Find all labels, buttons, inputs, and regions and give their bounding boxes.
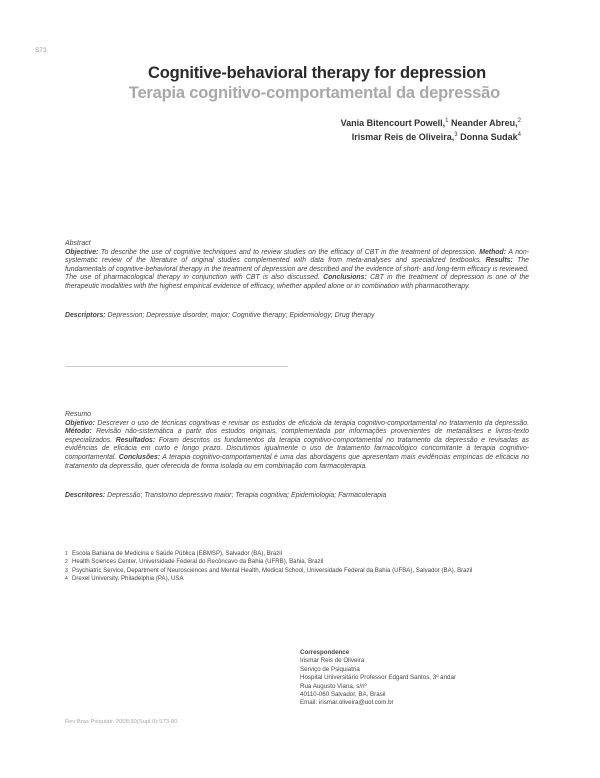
author-name: Neander Abreu, [450, 118, 518, 128]
abstract-heading: Abstract [65, 240, 91, 247]
page-number: S73 [35, 47, 47, 54]
affiliation-text: Escola Bahiana de Medicina e Saúde Pública (EBMSP), Salvador (BA), Brazil [72, 550, 282, 557]
resumo-method-label: Método: [65, 428, 92, 436]
resumo-results-label: Resultados: [115, 436, 156, 444]
abstract-method-label: Method: [479, 248, 507, 256]
affiliation-item [65, 567, 535, 575]
resumo [65, 411, 529, 471]
affiliation-number: 1 [65, 551, 68, 557]
descritores-label: Descritores: [65, 492, 106, 499]
affiliation-number: 4 [65, 576, 68, 583]
author-affiliation-mark: 2 [517, 118, 521, 124]
correspondence-line: Irismar Reis de Oliveira [300, 657, 365, 665]
abstract-descriptors [65, 312, 374, 319]
correspondence-line: 40110-060 Salvador, BA, Brasil [300, 691, 386, 699]
author-affiliation-mark: 4 [517, 132, 521, 138]
affiliation-text: Drexel University, Philadelphia (PA), USA [72, 575, 184, 583]
abstract-objective-label: Objective: [65, 248, 99, 256]
author-name: Vania Bitencourt Powell, [340, 118, 446, 128]
resumo-heading: Resumo [65, 411, 92, 418]
correspondence-line: Serviço de Psiquiatria [300, 665, 360, 673]
affiliation-number: 3 [65, 567, 68, 574]
author-affiliation-mark: 3 [454, 132, 458, 138]
resumo-descriptors [65, 492, 386, 499]
abstract-conclusions: CBT in the treatment of depression is one of the therapeutic modalities with the highest empirical evidence of efficacy, whether applied alone or in combination with pharmacotherapy. [65, 274, 529, 290]
resumo-conclusions: A terapia cognitivo-comportamental é uma das abordagens que apresentam mais evidências empíricas de eficácia no tratamento da depressão, quer oferecida de forma isolada ou em combinação com farmacoterapia. [65, 453, 529, 470]
correspondence [300, 649, 456, 708]
abstract-results-label: Results: [485, 257, 513, 265]
descritores-text: Depressão; Transtorno depressivo maior; Terapia cognitiva; Epidemiologia; Farmacoterapia [105, 492, 387, 499]
correspondence-line: Hospital Universitário Professor Edgard Santos, 3º andar [300, 674, 456, 682]
affiliation-number: 2 [65, 559, 68, 566]
author-affiliation-mark: 1 [445, 118, 449, 124]
author-name: Irismar Reis de Oliveira, [351, 132, 455, 142]
resumo-results: Foram descritos os fundamentos da terapia cognitivo-comportamental no tratamento da depressão e revisadas as evidências de eficácia em curto e longo prazo. Discutimos igualmente o uso de tratamento farmacológico concomitante à terapia cognitivo-comportamental. [65, 436, 530, 461]
affiliations [65, 550, 535, 584]
descriptors-text: Depression; Depressive disorder, major; Cognitive therapy; Epidemiology; Drug therapy [105, 312, 375, 319]
abstract [65, 240, 529, 292]
abstract-results: The fundamentals of cognitive-behavioral therapy in the treatment of depression are described and the evidence of short- and long-term efficacy is reviewed. The use of pharmacological therapy in conjunction with CBT is also discussed. [65, 257, 529, 282]
correspondence-heading: Correspondence [300, 649, 350, 656]
section-divider [65, 366, 288, 367]
resumo-body [65, 420, 529, 472]
authors-line-2 [0, 132, 521, 142]
affiliation-text: Psychiatric Service, Department of Neurosciences and Mental Health, Medical School, Universidade Federal da Bahia (UFBA), Salvador (BA), Brazil [72, 566, 473, 574]
resumo-objective-label: Objetivo: [65, 419, 95, 427]
correspondence-email: Email: irismar.oliveira@uol.com.br [300, 699, 394, 707]
affiliation-item [65, 558, 535, 566]
affiliation-item [65, 575, 535, 583]
author-name: Donna Sudak [460, 132, 518, 142]
resumo-objective: Descrever o uso de técnicas cognitivas e revisar os estudos de eficácia da terapia cognitivo-comportamental no tratamento da depressão. [94, 419, 529, 427]
title-portuguese: Terapia cognitivo-comportamental da depressão [128, 84, 500, 102]
descriptors-label: Descriptors: [65, 312, 106, 319]
affiliation-text: Health Sciences Center, Universidade Federal do Recôncavo da Bahia (UFRB), Bahia, Brazil [72, 558, 324, 566]
abstract-conclusions-label: Conclusions: [323, 274, 367, 282]
abstract-objective: To describe the use of cognitive techniques and to review studies on the efficacy of CBT in the treatment of depression. [98, 248, 477, 256]
journal-citation-footer: Rev Bras Psiquiatr. 2008;30(Supl II):S73-80 [65, 719, 178, 725]
resumo-conclusions-label: Conclusões: [118, 453, 161, 461]
title-english: Cognitive-behavioral therapy for depression [148, 64, 486, 82]
affiliation-item [65, 550, 535, 558]
abstract-method: A non-systematic review of the literature of original studies complemented with data from meta-analyses and specialized textbooks. [65, 248, 529, 265]
correspondence-line: Rua Augusto Viana, s/nº [300, 682, 367, 690]
resumo-method: Revisão não-sistemática a partir dos estudos originais, complementada por informações provenientes de metanálises e livros-texto especializados. [65, 428, 529, 444]
abstract-body [65, 249, 529, 292]
authors-line-1 [0, 118, 521, 128]
